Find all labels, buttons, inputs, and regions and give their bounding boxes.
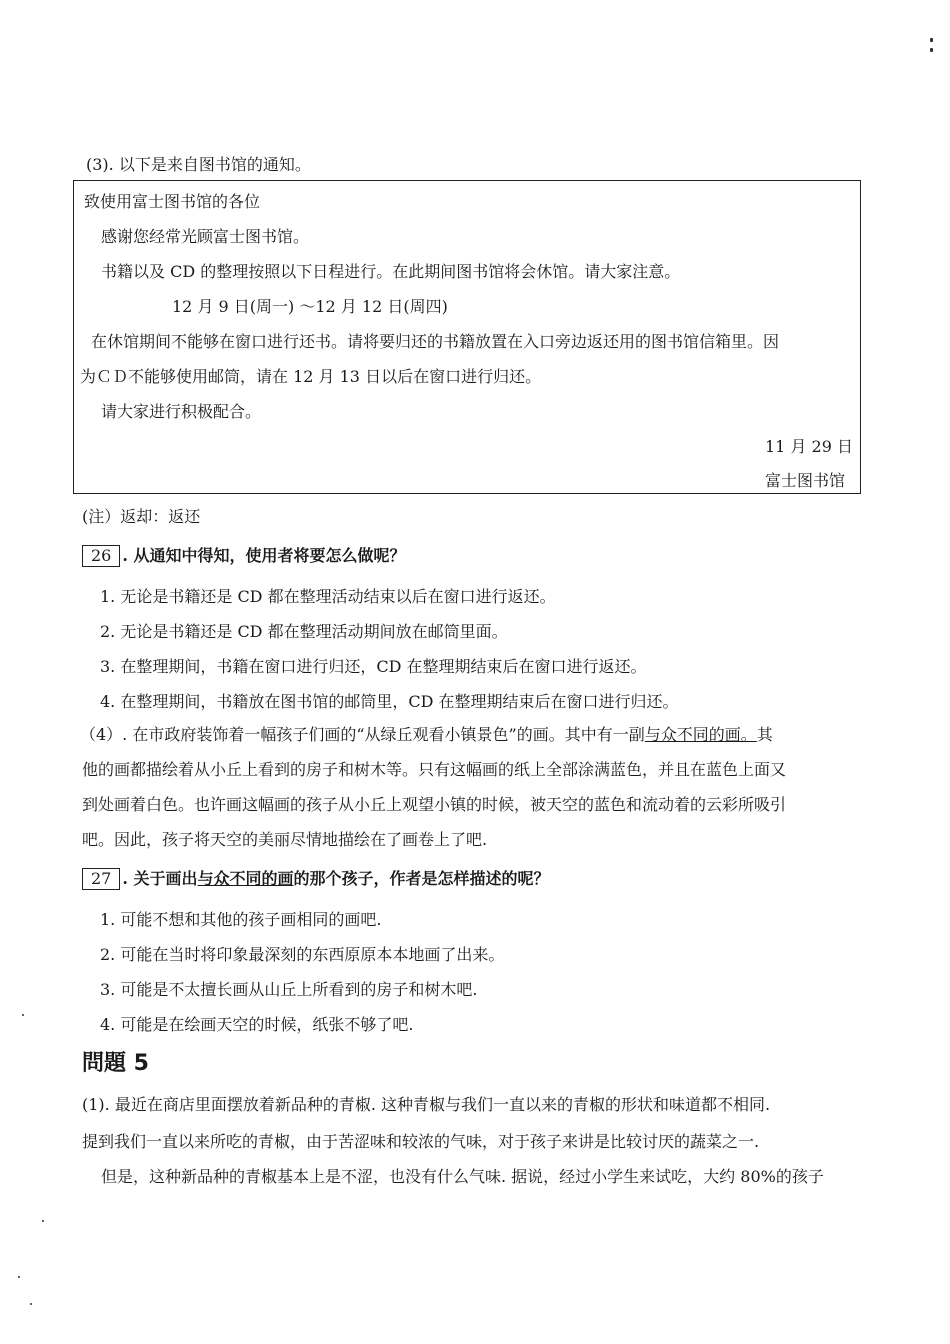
- question-number-box: 27: [82, 868, 120, 890]
- notice-line1: 感谢您经常光顾富士图书馆。: [101, 227, 310, 246]
- section4-line1: [80, 722, 773, 745]
- scan-speck: [22, 1014, 24, 1016]
- scan-mark: [930, 38, 933, 42]
- question-27: [82, 866, 550, 890]
- notice-line2: 书籍以及 CD 的整理按照以下日程进行。在此期间图书馆将会休馆。请大家注意。: [101, 262, 681, 281]
- q26-option-3: 3. 在整理期间，书籍在窗口进行归还，CD 在整理期结束后在窗口进行返还。: [100, 657, 647, 676]
- notice-schedule: 12 月 9 日(周一) ～12 月 12 日(周四): [172, 297, 448, 316]
- question-text: . 从通知中得知，使用者将要怎么做呢？: [122, 546, 406, 565]
- notice-signature: 富士图书馆: [765, 471, 846, 490]
- problem5-line1: (1). 最近在商店里面摆放着新品种的青椒. 这种青椒与我们一直以来的青椒的形状和味道都不相同.: [82, 1095, 771, 1114]
- problem5-line3: 但是，这种新品种的青椒基本上是不涩，也没有什么气味. 据说，经过小学生来试吃，大约 80%的孩子: [101, 1167, 824, 1186]
- section4-underline-phrase: 与众不同的画。: [644, 725, 757, 744]
- notice-date: 11 月 29 日: [765, 437, 853, 456]
- section4-line4: 吧。因此，孩子将天空的美丽尽情地描绘在了画卷上了吧.: [82, 830, 488, 849]
- question-26: [82, 543, 406, 567]
- question-text-end: 的那个孩子，作者是怎样描述的呢？: [293, 869, 550, 888]
- q26-option-1: 1. 无论是书籍还是 CD 都在整理活动结束以后在窗口进行返还。: [100, 587, 556, 606]
- scan-speck: [18, 1276, 20, 1278]
- notice-line4: 为ＣＤ不能够使用邮筒，请在 12 月 13 日以后在窗口进行归还。: [80, 367, 542, 386]
- notice-salutation: 致使用富士图书馆的各位: [84, 192, 261, 211]
- section4-line2: 他的画都描绘着从小丘上看到的房子和树木等。只有这幅画的纸上全部涂满蓝色，并且在蓝色上面又: [82, 760, 787, 779]
- q27-option-1: 1. 可能不想和其他的孩子画相同的画吧.: [100, 910, 382, 929]
- q26-option-2: 2. 无论是书籍还是 CD 都在整理活动期间放在邮筒里面。: [100, 622, 508, 641]
- q27-option-2: 2. 可能在当时将印象最深刻的东西原原本本地画了出来。: [100, 945, 505, 964]
- problem5-line2: 提到我们一直以来所吃的青椒，由于苦涩味和较浓的气味，对于孩子来讲是比较讨厌的蔬菜之一.: [82, 1132, 760, 1151]
- q26-option-4: 4. 在整理期间，书籍放在图书馆的邮筒里，CD 在整理期结束后在窗口进行归还。: [100, 692, 679, 711]
- section4-line3: 到处画着白色。也许画这幅画的孩子从小丘上观望小镇的时候，被天空的蓝色和流动着的云彩所吸引: [82, 795, 787, 814]
- section4-line1-text: （4）. 在市政府装饰着一幅孩子们画的“从绿丘观看小镇景色”的画。其中有一副: [80, 725, 645, 744]
- section3-intro: (3). 以下是来自图书馆的通知。: [86, 155, 311, 174]
- scan-mark: [930, 48, 933, 52]
- scan-speck: [30, 1303, 32, 1305]
- question-text-start: . 关于画出: [122, 869, 198, 888]
- scan-speck: [42, 1220, 44, 1222]
- q27-option-4: 4. 可能是在绘画天空的时候，纸张不够了吧.: [100, 1015, 414, 1034]
- question-number-box: 26: [82, 545, 120, 567]
- section4-line1-end: 其: [756, 725, 773, 744]
- problem5-heading: 問題 5: [82, 1051, 149, 1076]
- notice-line5: 请大家进行积极配合。: [101, 402, 262, 421]
- question-underline-phrase: 与众不同的画: [197, 869, 294, 888]
- q27-option-3: 3. 可能是不太擅长画从山丘上所看到的房子和树木吧.: [100, 980, 478, 999]
- notice-line3: 在休馆期间不能够在窗口进行还书。请将要归还的书籍放置在入口旁边返还用的图书馆信箱里。因: [91, 332, 780, 351]
- section3-note: (注）返却：返还: [82, 507, 201, 526]
